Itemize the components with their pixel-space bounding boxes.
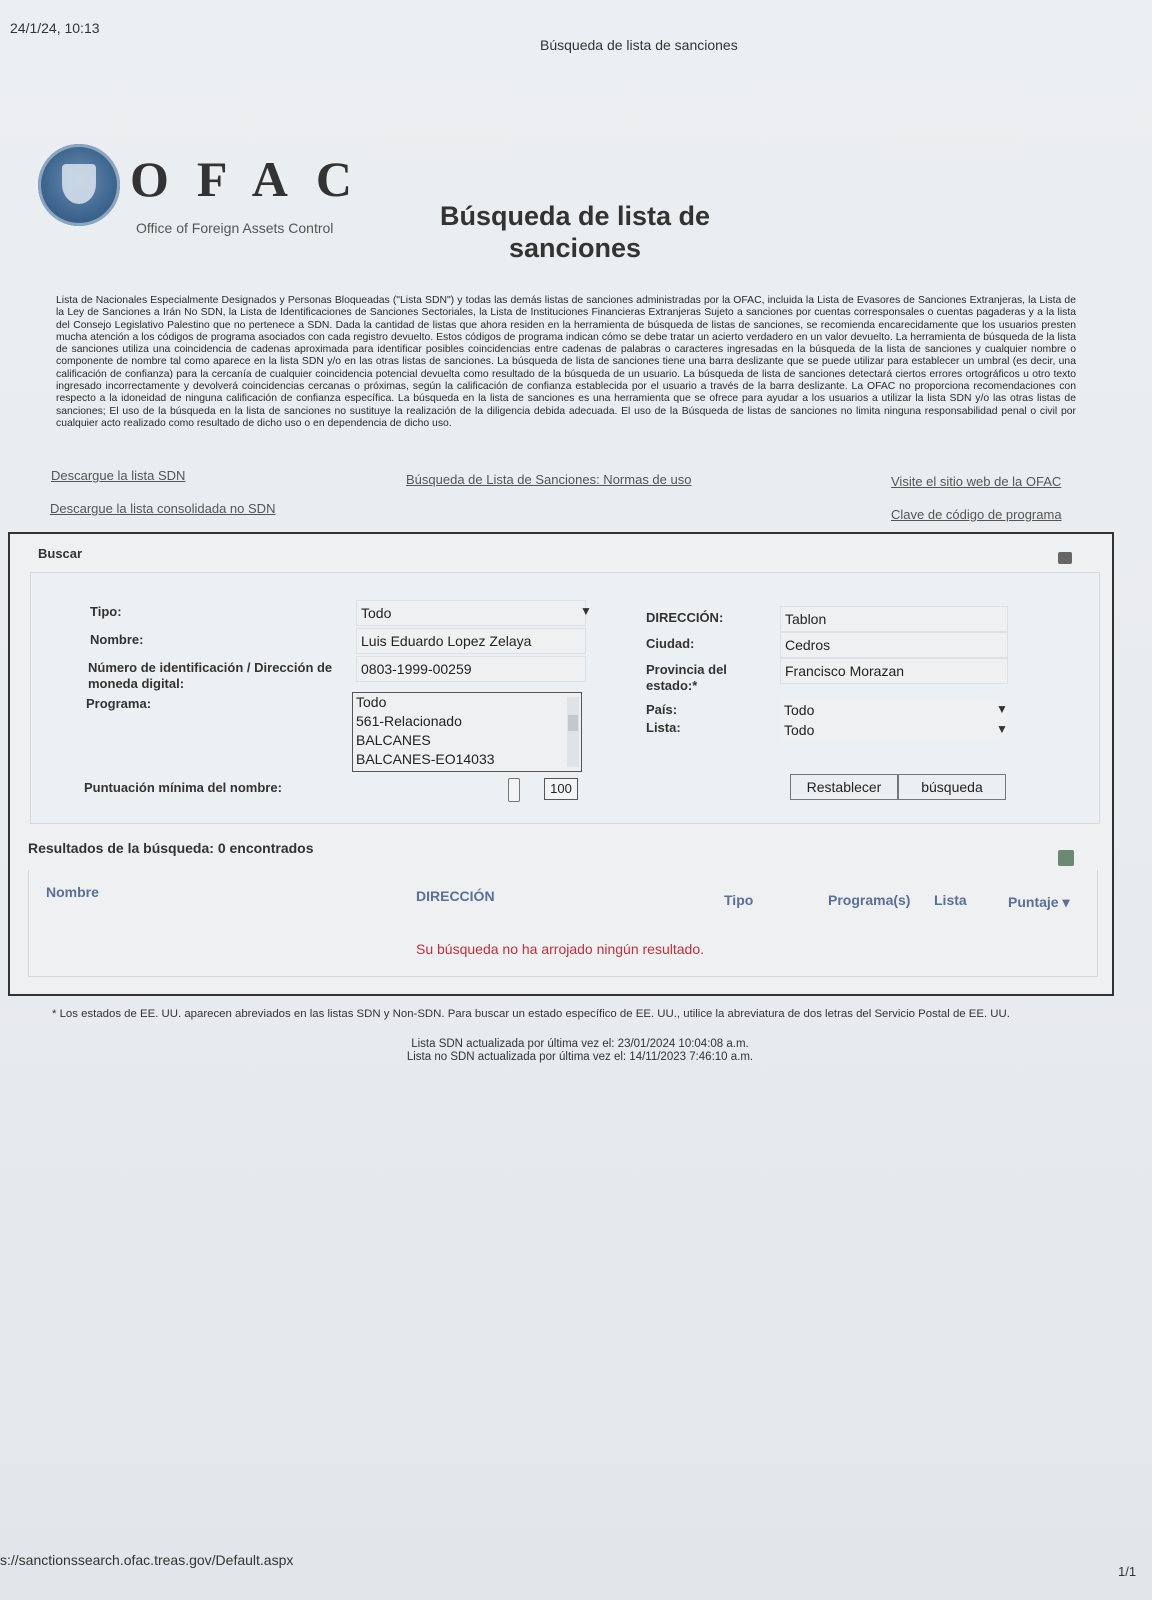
search-section-label: Buscar (38, 546, 83, 561)
logo-subtitle: Office of Foreign Assets Control (136, 220, 334, 236)
results-title: Resultados de la búsqueda: 0 encontrados (28, 840, 314, 856)
search-button[interactable]: búsqueda (898, 774, 1006, 800)
footnote: * Los estados de EE. UU. aparecen abreviados en las listas SDN y Non-SDN. Para buscar un estado específico de EE. UU., utilice la abreviatura de dos letras del Servicio Postal de EE. UU. (52, 1008, 1010, 1020)
chevron-down-icon: ▼ (996, 702, 1008, 716)
direccion-label: DIRECCIÓN: (646, 610, 724, 625)
pais-label: País: (646, 702, 678, 717)
provincia-label: Provincia del estado:* (646, 662, 727, 693)
score-slider-handle[interactable] (508, 778, 520, 802)
program-option[interactable]: 561-Relacionado (356, 713, 462, 729)
update-info (300, 1038, 860, 1064)
nombre-label: Nombre: (90, 632, 144, 647)
search-panel (8, 532, 1114, 996)
logo-letters: OFAC (130, 151, 380, 207)
lista-select[interactable]: Todo (780, 718, 1006, 742)
col-tipo[interactable]: Tipo (724, 892, 754, 908)
download-sdn-link[interactable]: Descargue la lista SDN (51, 468, 186, 483)
sdn-updated: Lista SDN actualizada por última vez el: 23/01/2024 10:04:08 a.m. (411, 1038, 749, 1050)
direccion-input[interactable]: Tablon (780, 606, 1008, 632)
programa-label: Programa: (86, 696, 152, 711)
visit-ofac-link[interactable]: Visite el sitio web de la OFAC (891, 474, 1062, 489)
reset-button[interactable]: Restablecer (790, 774, 898, 800)
chevron-down-icon: ▼ (580, 604, 592, 618)
download-consolidated-link[interactable]: Descargue la lista consolidada no SDN (50, 501, 276, 516)
program-option[interactable]: BALCANES (356, 732, 431, 748)
program-option[interactable]: Todo (356, 694, 387, 710)
terms-of-use-link[interactable]: Búsqueda de Lista de Sanciones: Normas de uso (406, 472, 692, 487)
col-direccion[interactable]: DIRECCIÓN (416, 888, 495, 904)
pais-select[interactable]: Todo (780, 698, 1006, 722)
score-label: Puntuación mínima del nombre: (84, 780, 282, 795)
excel-export-icon[interactable] (1058, 850, 1074, 866)
nombre-input[interactable]: Luis Eduardo Lopez Zelaya (356, 628, 586, 654)
programa-listbox[interactable] (352, 692, 582, 772)
tipo-select[interactable]: Todo (356, 600, 586, 626)
score-input[interactable]: 100 (544, 778, 578, 800)
ofac-logo (38, 140, 378, 250)
print-footer-url: s://sanctionssearch.ofac.treas.gov/Default.aspx (0, 1552, 294, 1568)
print-icon[interactable] (1058, 552, 1072, 564)
page-title: Búsqueda de lista de sanciones (439, 201, 711, 263)
id-label: Número de identificación / Dirección de moneda digital: (88, 660, 333, 691)
listbox-scrollbar[interactable] (567, 697, 579, 767)
ciudad-label: Ciudad: (646, 636, 695, 651)
id-input[interactable]: 0803-1999-00259 (356, 656, 586, 682)
treasury-seal-icon (38, 144, 120, 226)
col-puntaje[interactable]: Puntaje ▾ (1008, 894, 1070, 910)
tipo-label: Tipo: (90, 604, 122, 619)
non-sdn-updated: Lista no SDN actualizada por última vez el: 14/11/2023 7:46:10 a.m. (406, 1051, 754, 1063)
no-results-message: Su búsqueda no ha arrojado ningún resultado. (416, 941, 704, 957)
lista-label: Lista: (646, 720, 681, 735)
results-table (28, 870, 1098, 977)
program-option[interactable]: BALCANES-EO14033 (356, 751, 495, 767)
print-header-title: Búsqueda de lista de sanciones (540, 37, 738, 53)
print-datetime: 24/1/24, 10:13 (10, 20, 100, 36)
ciudad-input[interactable]: Cedros (780, 632, 1008, 658)
col-nombre[interactable]: Nombre (46, 884, 99, 900)
page-number: 1/1 (1118, 1564, 1137, 1579)
col-programas[interactable]: Programa(s) (828, 892, 911, 908)
col-lista[interactable]: Lista (934, 892, 967, 908)
intro-paragraph: Lista de Nacionales Especialmente Designados y Personas Bloqueadas ("Lista SDN") y todas las demás listas de sanciones administradas por la OFAC, incluida la Lista de Evasores de Sanciones Extranjeras, la Lista de la Ley de Sanciones a Irán No SDN, la Lista de Identificaciones de Sanciones Sectoriales, la Lista de Instituciones Financieras Extranjeras Sujeto a sanciones por cuentas corresponsales o cuentas pagaderas y a la lista del Consejo Legislativo Palestino que no pertenece a SDN. Dada la cantidad de listas que ahora residen en la herramienta de búsqueda de listas de sanciones, se recomienda encarecidamente que los usuarios presten mucha atención a los códigos de programa asociados con cada registro devuelto. Estos códigos de programa indican cómo se debe tratar un acierto verdadero en un valor devuelto. La herramienta de búsqueda de la lista de sanciones utiliza una coincidencia de cadenas aproximada para identificar posibles coincidencias entre cadenas de palabras o caracteres ingresadas en la búsqueda de la lista de sanciones y cualquier nombre o componente de nombre tal como aparece en la lista SDN y/o en las otras listas de sanciones. La búsqueda de lista de sanciones tiene una barra deslizante que se puede utilizar para establecer un umbral (es decir, una calificación de confianza) para la cercanía de cualquier coincidencia potencial devuelta como resultado de la búsqueda de un usuario. La búsqueda de lista de sanciones detectará ciertos errores ortográficos u otro texto ingresado incorrectamente y devolverá coincidencias cercanas o próximas, según la calificación de confianza establecida por el usuario a través de la barra deslizante. La OFAC no proporciona recomendaciones con respecto a la idoneidad de ninguna calificación de confianza específica. La búsqueda en la lista de sanciones es una herramienta que se ofrece para ayudar a los usuarios a utilizar la lista SDN y/o las otras listas de sanciones; El uso de la búsqueda en la lista de sanciones no sustituye la realización de la diligencia debida adecuada. El uso de la Búsqueda de listas de sanciones no limita ninguna responsabilidad penal o civil por cualquier acto realizado como resultado de dicho uso o en dependencia de dicho uso. (56, 295, 1076, 429)
chevron-down-icon: ▼ (996, 722, 1008, 736)
program-codes-link[interactable]: Clave de código de programa (891, 507, 1062, 522)
provincia-input[interactable]: Francisco Morazan (780, 658, 1008, 684)
